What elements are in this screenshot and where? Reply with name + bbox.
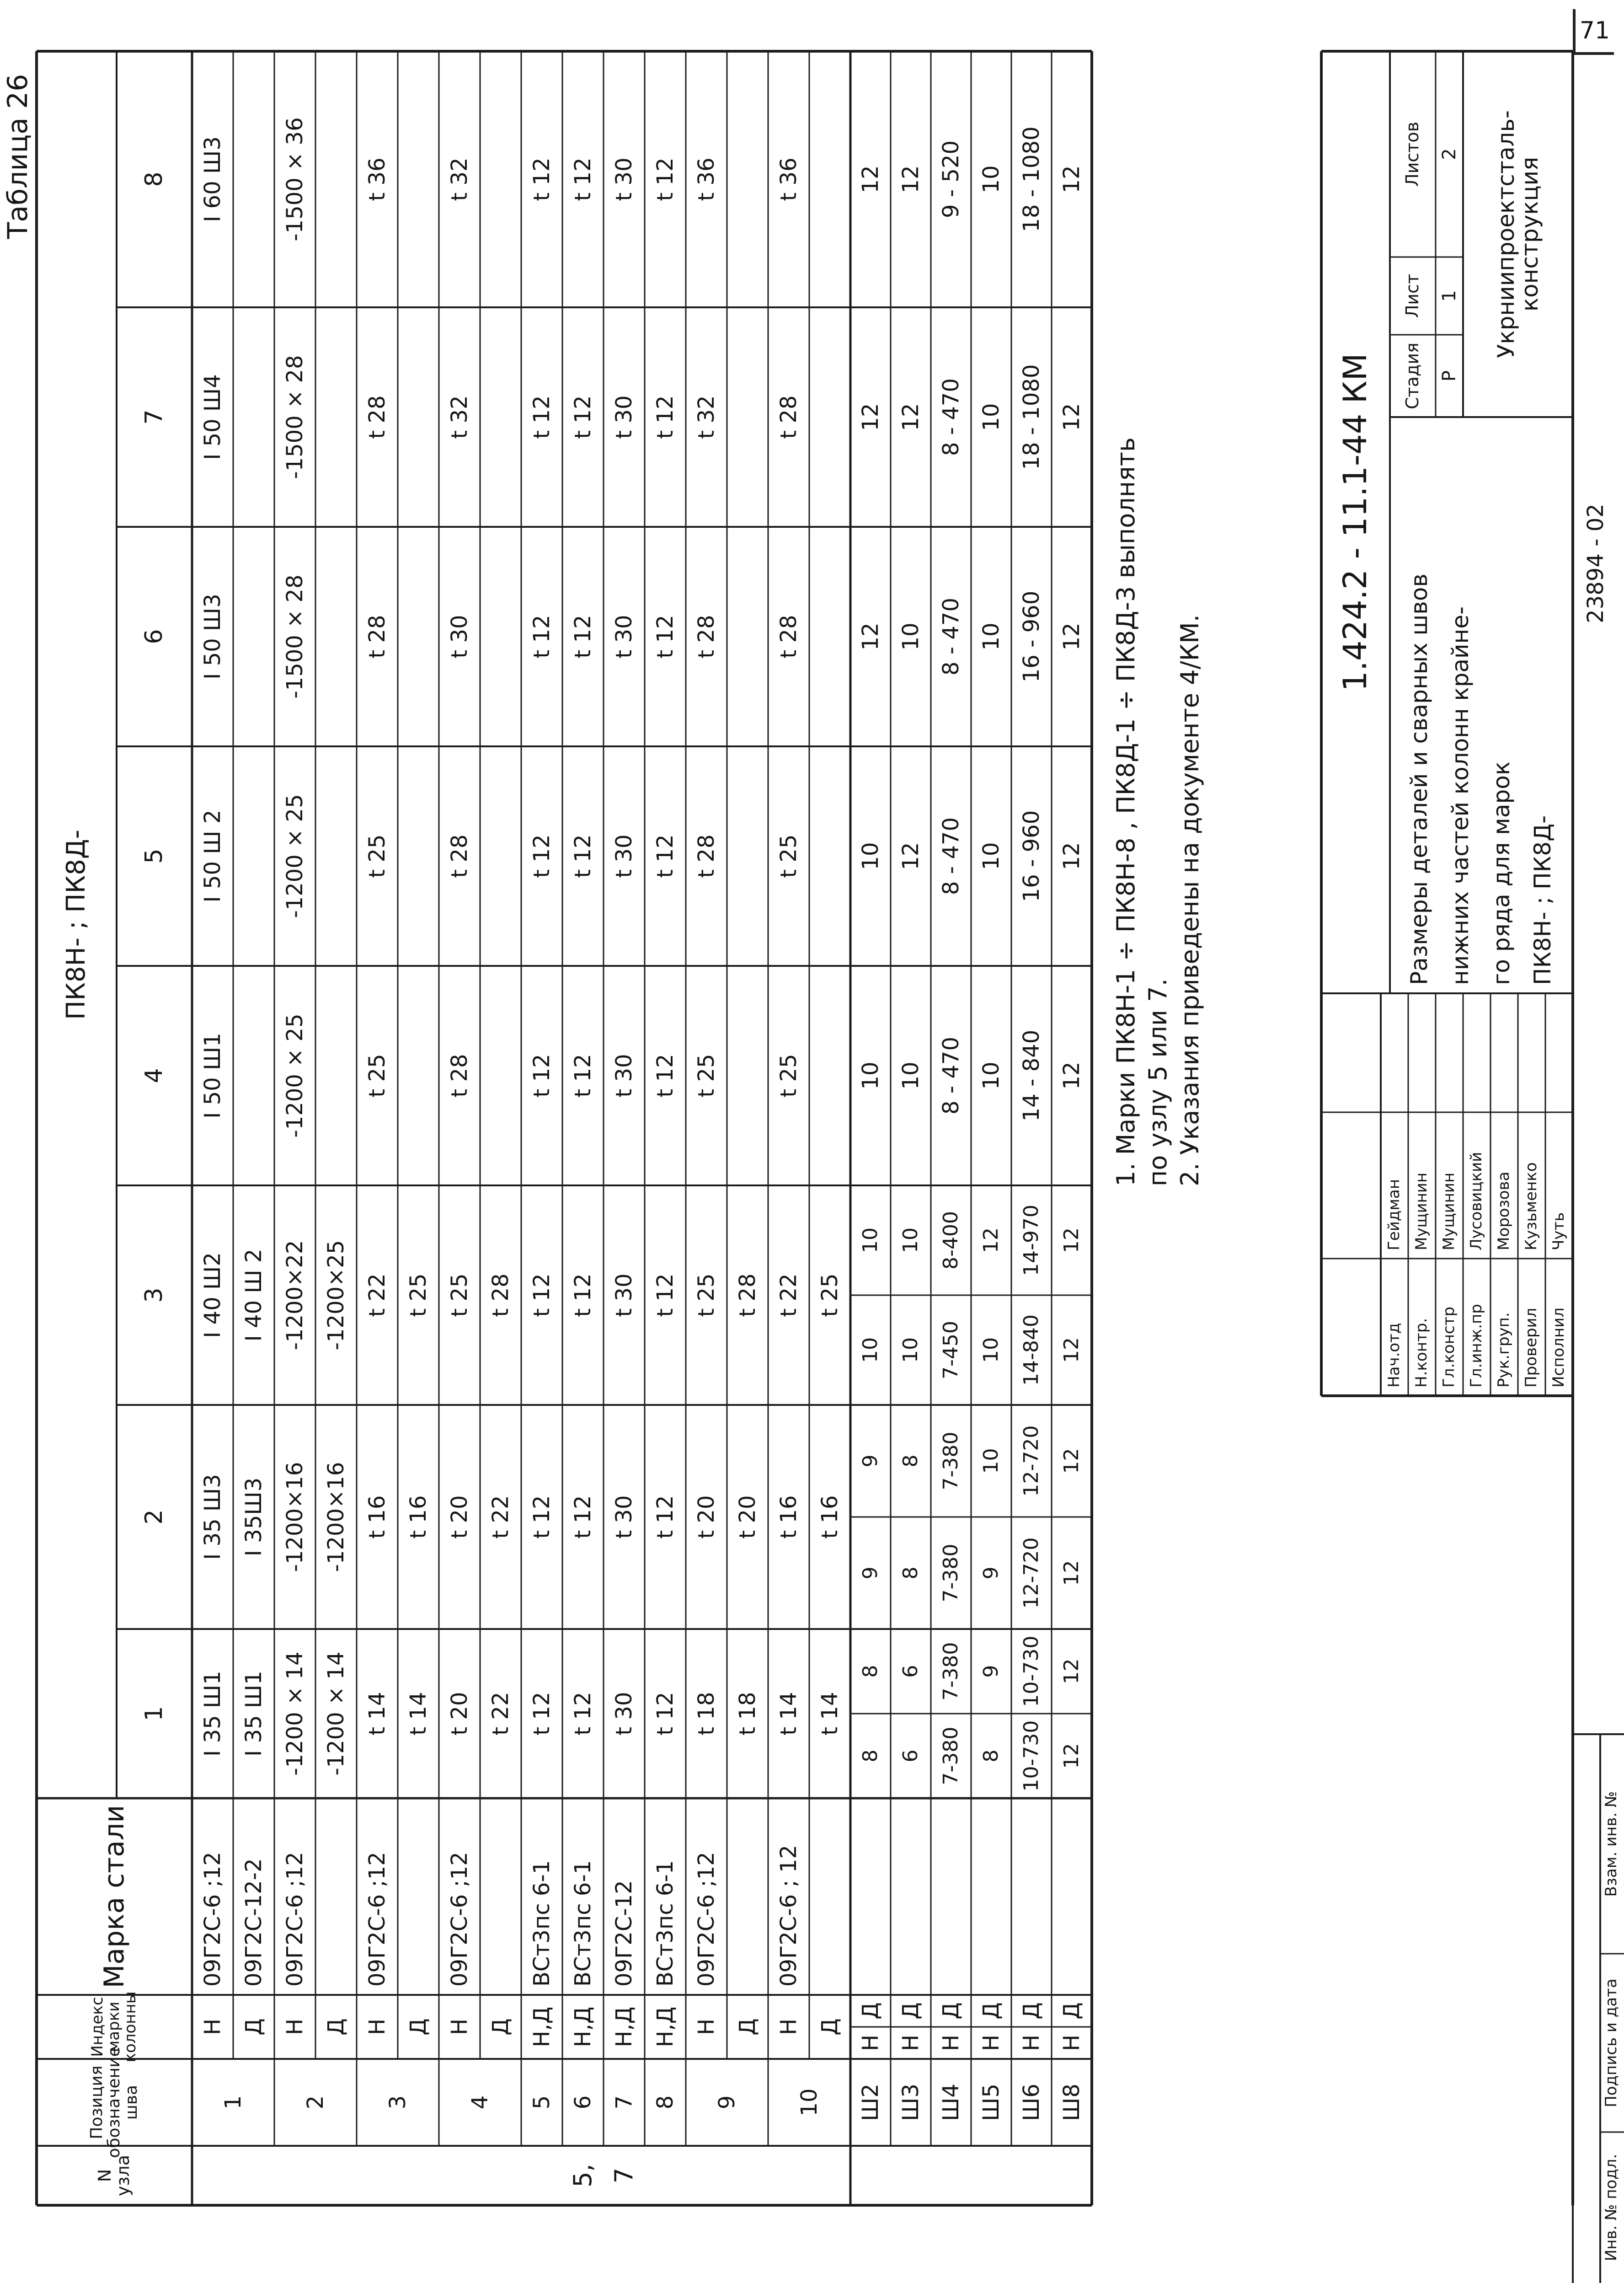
role-name: Гейдман	[1385, 1179, 1404, 1250]
row-position: 2	[302, 2095, 328, 2110]
row-steel: ВСт3пс 6-1	[652, 1860, 678, 1987]
weld-value: 8 - 470	[938, 378, 964, 456]
sheets-value: 2	[1439, 148, 1460, 160]
row-value: t 28	[775, 615, 801, 659]
weld-value: 10-730	[1019, 1720, 1043, 1792]
sheet-number: 71	[1573, 9, 1614, 55]
row-value: t 28	[693, 615, 719, 659]
weld-position: Ш2	[857, 2084, 883, 2121]
row-value: -1200 × 14	[323, 1651, 349, 1776]
row-index: Н	[199, 2018, 225, 2036]
row-value: t 22	[487, 1692, 513, 1736]
weld-value: 18 - 1080	[1018, 126, 1044, 232]
note-line: по узлу 5 или 7.	[1143, 978, 1172, 1186]
row-value: t 12	[570, 1273, 596, 1317]
role-name: Чуть	[1549, 1212, 1568, 1250]
weld-value: 12	[1059, 1227, 1083, 1253]
row-value: t 12	[570, 1495, 596, 1539]
weld-index-n: Н	[897, 2034, 924, 2052]
row-value: t 12	[529, 157, 555, 201]
weld-value: 16 - 960	[1018, 810, 1044, 902]
row-value: t 12	[529, 1495, 555, 1539]
row-value: t 14	[775, 1692, 801, 1736]
role-name: Морозова	[1495, 1171, 1513, 1250]
row-index: Д	[487, 2018, 513, 2036]
row-value: t 30	[611, 157, 637, 201]
note-line: 2. Указания приведены на документе 4/КМ.	[1175, 614, 1204, 1186]
header-col-1: 1	[140, 1706, 168, 1721]
weld-value: 7-380	[939, 1543, 962, 1602]
weld-value: 10	[898, 1337, 922, 1363]
weld-value: 14-970	[1019, 1205, 1043, 1276]
row-value: t 12	[652, 1273, 678, 1317]
row-value: t 12	[529, 395, 555, 439]
row-steel: 09Г2С-6 ;12	[199, 1852, 225, 1987]
row-value: t 25	[693, 1054, 719, 1098]
role-name: Кузьменко	[1522, 1162, 1541, 1250]
weld-value: 12	[1059, 1448, 1083, 1474]
weld-value: 8	[898, 1454, 922, 1468]
row-value: t 30	[611, 1273, 637, 1317]
row-value: t 22	[487, 1495, 513, 1539]
weld-value: 7-380	[939, 1431, 962, 1490]
title-line: Размеры деталей и сварных швов	[1405, 573, 1432, 985]
role-label: Исполнил	[1549, 1308, 1568, 1388]
stamp-vzam-inv: Взам. инв. №	[1602, 1791, 1621, 1897]
weld-value: 8-400	[939, 1211, 962, 1270]
row-steel: 09Г2С-12	[611, 1880, 637, 1987]
row-steel: ВСт3пс 6-1	[529, 1860, 555, 1987]
weld-index-n: Н	[978, 2034, 1004, 2052]
weld-value: 9	[858, 1454, 882, 1468]
row-value: I 50 Ш4	[199, 374, 225, 460]
row-value: t 28	[487, 1273, 513, 1317]
row-steel: 09Г2С-12-2	[240, 1858, 267, 1987]
weld-value: 18 - 1080	[1018, 364, 1044, 470]
weld-index-d: Д	[857, 2002, 883, 2020]
weld-value: 14-840	[1019, 1314, 1043, 1386]
row-index: Д	[323, 2018, 349, 2036]
row-value: t 12	[652, 395, 678, 439]
weld-value: 10	[857, 842, 883, 870]
weld-value: 16 - 960	[1018, 590, 1044, 683]
weld-index-n: Н	[857, 2034, 883, 2052]
role-label: Проверил	[1522, 1308, 1541, 1388]
row-value: t 18	[734, 1692, 760, 1736]
header-col-3: 3	[140, 1287, 168, 1303]
row-value: -1200×16	[323, 1462, 349, 1572]
row-value: t 22	[775, 1273, 801, 1317]
row-value: t 12	[529, 1692, 555, 1736]
row-value: t 30	[611, 395, 637, 439]
title-line: го ряда для марок	[1488, 761, 1515, 985]
header-col-7: 7	[140, 409, 168, 425]
weld-value: 8	[979, 1749, 1003, 1763]
row-index: Н,Д	[611, 2006, 637, 2047]
row-index: Н	[446, 2018, 472, 2036]
weld-value: 9	[979, 1665, 1003, 1678]
title-line: ПК8Н- ; ПК8Д-	[1529, 815, 1556, 985]
row-value: t 25	[775, 834, 801, 878]
weld-value: 10	[978, 842, 1004, 870]
row-value: I 35 Ш1	[199, 1671, 225, 1757]
row-position: 4	[467, 2095, 493, 2110]
row-index: Н	[282, 2018, 308, 2036]
row-position: 7	[611, 2095, 637, 2110]
sheet-label: Лист	[1402, 273, 1423, 318]
row-index: Н,Д	[652, 2006, 678, 2047]
weld-value: 10	[978, 622, 1004, 651]
row-value: t 20	[734, 1495, 760, 1539]
row-value: -1500 × 36	[282, 117, 308, 241]
table-title: Таблица 26	[1, 74, 34, 239]
header-col-4: 4	[140, 1068, 168, 1083]
organization: Укрниипроектсталь-конструкция	[1492, 110, 1543, 358]
row-index: Н	[693, 2018, 719, 2036]
row-value: -1500 × 28	[282, 574, 308, 699]
header-col-5: 5	[140, 848, 168, 864]
weld-value: 12	[979, 1227, 1003, 1253]
row-value: t 20	[693, 1495, 719, 1539]
row-value: I 50 Ш 2	[199, 809, 225, 903]
weld-value: 10	[858, 1227, 882, 1253]
weld-value: 12	[1059, 1743, 1083, 1769]
row-value: t 18	[693, 1692, 719, 1736]
role-name: Мущинин	[1412, 1172, 1431, 1250]
weld-value: 12-720	[1019, 1537, 1043, 1609]
stage-value: Р	[1439, 370, 1460, 382]
weld-index-n: Н	[938, 2034, 964, 2052]
header-node-no: N узла	[95, 2154, 133, 2197]
header-group: ПК8Н- ; ПК8Д-	[61, 830, 91, 1020]
row-value: t 12	[570, 1692, 596, 1736]
header-position: Позиция обозначение шва	[87, 2047, 141, 2158]
weld-position: Ш5	[978, 2084, 1004, 2121]
row-value: t 36	[364, 157, 390, 201]
weld-value: 10	[898, 1227, 922, 1253]
weld-value: 8 - 470	[938, 1037, 964, 1115]
role-label: Гл.констр	[1440, 1307, 1458, 1388]
row-value: -1200 × 14	[282, 1651, 308, 1776]
row-value: t 16	[364, 1495, 390, 1539]
row-value: t 28	[364, 615, 390, 659]
row-value: t 22	[364, 1273, 390, 1317]
weld-position: Ш8	[1058, 2084, 1084, 2121]
weld-value: 10	[978, 1061, 1004, 1090]
row-value: I 40 Ш2	[199, 1252, 225, 1338]
row-index: Д	[817, 2018, 843, 2036]
row-value: t 14	[405, 1692, 431, 1736]
row-value: I 35Ш3	[240, 1477, 267, 1557]
weld-index-d: Д	[1018, 2002, 1044, 2020]
role-label: Рук.груп.	[1495, 1312, 1513, 1388]
row-steel: ВСт3пс 6-1	[570, 1860, 596, 1987]
role-label: Гл.инж.пр	[1467, 1304, 1486, 1388]
sheets-label: Листов	[1402, 122, 1423, 187]
weld-value: 8	[898, 1566, 922, 1580]
row-value: t 30	[611, 1054, 637, 1098]
weld-value: 7-450	[939, 1321, 962, 1379]
header-col-8: 8	[140, 171, 168, 187]
note-line: 1. Марки ПК8Н-1 ÷ ПК8Н-8 , ПК8Д-1 ÷ ПК8Д-3 выполнять	[1111, 437, 1140, 1186]
row-value: I 40 Ш 2	[240, 1249, 267, 1342]
header-col-2: 2	[140, 1509, 168, 1525]
weld-value: 10	[978, 165, 1004, 193]
row-value: t 30	[611, 615, 637, 659]
weld-position: Ш3	[897, 2084, 924, 2121]
row-value: t 12	[652, 1054, 678, 1098]
row-value: t 32	[446, 157, 472, 201]
weld-value: 9	[858, 1566, 882, 1580]
row-steel: 09Г2С-6 ;12	[282, 1852, 308, 1987]
row-value: t 12	[570, 157, 596, 201]
role-name: Мущинин	[1440, 1172, 1458, 1250]
weld-value: 12	[1059, 1560, 1083, 1586]
weld-value: 12	[1058, 1061, 1084, 1090]
weld-index-d: Д	[938, 2002, 964, 2020]
row-value: -1200×22	[282, 1240, 308, 1351]
row-value: t 36	[693, 157, 719, 201]
stamp-inv-podl: Инв. № подл.	[1602, 2154, 1621, 2262]
weld-value: 8	[858, 1665, 882, 1678]
row-value: t 14	[817, 1692, 843, 1736]
weld-value: 10	[979, 1448, 1003, 1474]
row-value: t 20	[446, 1495, 472, 1539]
weld-value: 12	[1059, 1337, 1083, 1363]
weld-position: Ш6	[1018, 2084, 1044, 2121]
row-position: 1	[220, 2095, 246, 2110]
weld-value: 10-730	[1019, 1635, 1043, 1707]
row-position: 8	[652, 2095, 678, 2110]
row-node: 5,	[568, 2164, 597, 2187]
row-value: t 25	[364, 1054, 390, 1098]
row-position: 3	[385, 2095, 411, 2110]
header-steel: Марка стали	[98, 1805, 130, 1988]
row-position: 9	[714, 2095, 740, 2110]
weld-value: 12	[857, 622, 883, 651]
row-value: -1200×16	[282, 1462, 308, 1572]
row-value: I 35 Ш1	[240, 1671, 267, 1757]
row-value: t 30	[446, 615, 472, 659]
row-steel: 09Г2С-6 ; 12	[775, 1844, 801, 1987]
stage-label: Стадия	[1402, 343, 1423, 409]
row-value: t 12	[570, 395, 596, 439]
weld-value: 8 - 470	[938, 817, 964, 895]
stamp-sign-date: Подпись и дата	[1602, 1978, 1621, 2107]
weld-value: 10	[897, 622, 924, 651]
row-value: t 28	[693, 834, 719, 878]
row-index: Д	[405, 2018, 431, 2036]
row-value: t 12	[529, 1054, 555, 1098]
row-value: I 35 Ш3	[199, 1474, 225, 1560]
weld-value: 10	[857, 1061, 883, 1090]
inventory-number: 23894 - 02	[1582, 504, 1608, 623]
row-value: t 12	[570, 1054, 596, 1098]
weld-value: 9	[979, 1566, 1003, 1580]
row-value: t 25	[364, 834, 390, 878]
row-value: -1200 × 25	[282, 794, 308, 918]
weld-index-n: Н	[1058, 2034, 1084, 2052]
row-position: 10	[796, 2088, 822, 2117]
weld-value: 10	[897, 1061, 924, 1090]
role-name: Лусовицкий	[1467, 1152, 1486, 1250]
weld-value: 12	[1058, 842, 1084, 870]
row-steel: 09Г2С-6 ;12	[446, 1852, 472, 1987]
row-steel: 09Г2С-6 ;12	[693, 1852, 719, 1987]
weld-value: 12	[857, 165, 883, 193]
weld-value: 12	[1058, 622, 1084, 651]
title-line: нижних частей колонн крайне-	[1447, 606, 1474, 985]
row-index: Н,Д	[529, 2006, 555, 2047]
row-value: -1200×25	[323, 1240, 349, 1351]
row-node: 7	[609, 2167, 638, 2184]
row-value: t 12	[652, 1495, 678, 1539]
row-value: t 12	[570, 834, 596, 878]
row-value: t 12	[570, 615, 596, 659]
weld-index-n: Н	[1018, 2034, 1044, 2052]
row-value: t 20	[446, 1692, 472, 1736]
weld-value: 7-380	[939, 1726, 962, 1785]
row-value: t 25	[693, 1273, 719, 1317]
row-position: 6	[570, 2095, 596, 2110]
row-value: t 36	[775, 157, 801, 201]
row-index: Н	[775, 2018, 801, 2036]
weld-value: 12	[897, 842, 924, 870]
row-value: t 25	[775, 1054, 801, 1098]
row-value: t 16	[817, 1495, 843, 1539]
weld-value: 12	[1058, 403, 1084, 431]
role-label: Н.контр.	[1412, 1318, 1431, 1388]
weld-value: 12	[1058, 165, 1084, 193]
row-value: t 32	[693, 395, 719, 439]
row-index: Д	[240, 2018, 267, 2036]
row-value: t 25	[817, 1273, 843, 1317]
row-value: t 30	[611, 834, 637, 878]
weld-value: 7-380	[939, 1642, 962, 1701]
row-value: t 16	[775, 1495, 801, 1539]
weld-value: 14 - 840	[1018, 1029, 1044, 1122]
row-value: -1200 × 25	[282, 1013, 308, 1138]
weld-value: 9 - 520	[938, 140, 964, 218]
weld-index-d: Д	[1058, 2002, 1084, 2020]
header-index: Индекс марки колонны	[88, 1991, 139, 2063]
weld-value: 8	[858, 1749, 882, 1763]
row-value: t 16	[405, 1495, 431, 1539]
row-value: I 50 Ш1	[199, 1033, 225, 1119]
row-value: t 28	[446, 1054, 472, 1098]
row-value: t 25	[446, 1273, 472, 1317]
sheet-value: 1	[1439, 290, 1460, 302]
row-value: I 50 Ш3	[199, 594, 225, 680]
doc-code: 1.424.2 - 11.1-44 КМ	[1336, 353, 1374, 691]
weld-position: Ш4	[938, 2084, 964, 2121]
row-value: t 12	[652, 157, 678, 201]
weld-value: 12-720	[1019, 1425, 1043, 1497]
row-value: t 12	[529, 834, 555, 878]
weld-value: 10	[978, 403, 1004, 431]
row-value: -1500 × 28	[282, 355, 308, 479]
row-value: t 12	[652, 834, 678, 878]
row-steel: 09Г2С-6 ;12	[364, 1852, 390, 1987]
row-index: Д	[734, 2018, 760, 2036]
row-value: I 60 Ш3	[199, 136, 225, 222]
row-index: Н,Д	[570, 2006, 596, 2047]
row-value: t 12	[652, 615, 678, 659]
weld-value: 12	[897, 165, 924, 193]
row-value: t 28	[446, 834, 472, 878]
weld-value: 12	[857, 403, 883, 431]
weld-value: 12	[897, 403, 924, 431]
row-value: t 12	[529, 615, 555, 659]
row-value: t 12	[529, 1273, 555, 1317]
weld-value: 8 - 470	[938, 598, 964, 675]
weld-value: 6	[898, 1665, 922, 1678]
weld-value: 6	[898, 1749, 922, 1763]
row-value: t 30	[611, 1495, 637, 1539]
weld-index-d: Д	[897, 2002, 924, 2020]
row-value: t 32	[446, 395, 472, 439]
row-value: t 28	[364, 395, 390, 439]
weld-index-d: Д	[978, 2002, 1004, 2020]
row-value: t 14	[364, 1692, 390, 1736]
row-value: t 30	[611, 1692, 637, 1736]
row-index: Н	[364, 2018, 390, 2036]
weld-value: 12	[1059, 1658, 1083, 1684]
row-position: 5	[529, 2095, 555, 2110]
row-value: t 28	[775, 395, 801, 439]
weld-value: 10	[858, 1337, 882, 1363]
row-value: t 12	[652, 1692, 678, 1736]
row-value: t 25	[405, 1273, 431, 1317]
row-value: t 28	[734, 1273, 760, 1317]
weld-value: 10	[979, 1337, 1003, 1363]
header-col-6: 6	[140, 629, 168, 644]
role-label: Нач.отд	[1385, 1323, 1404, 1388]
